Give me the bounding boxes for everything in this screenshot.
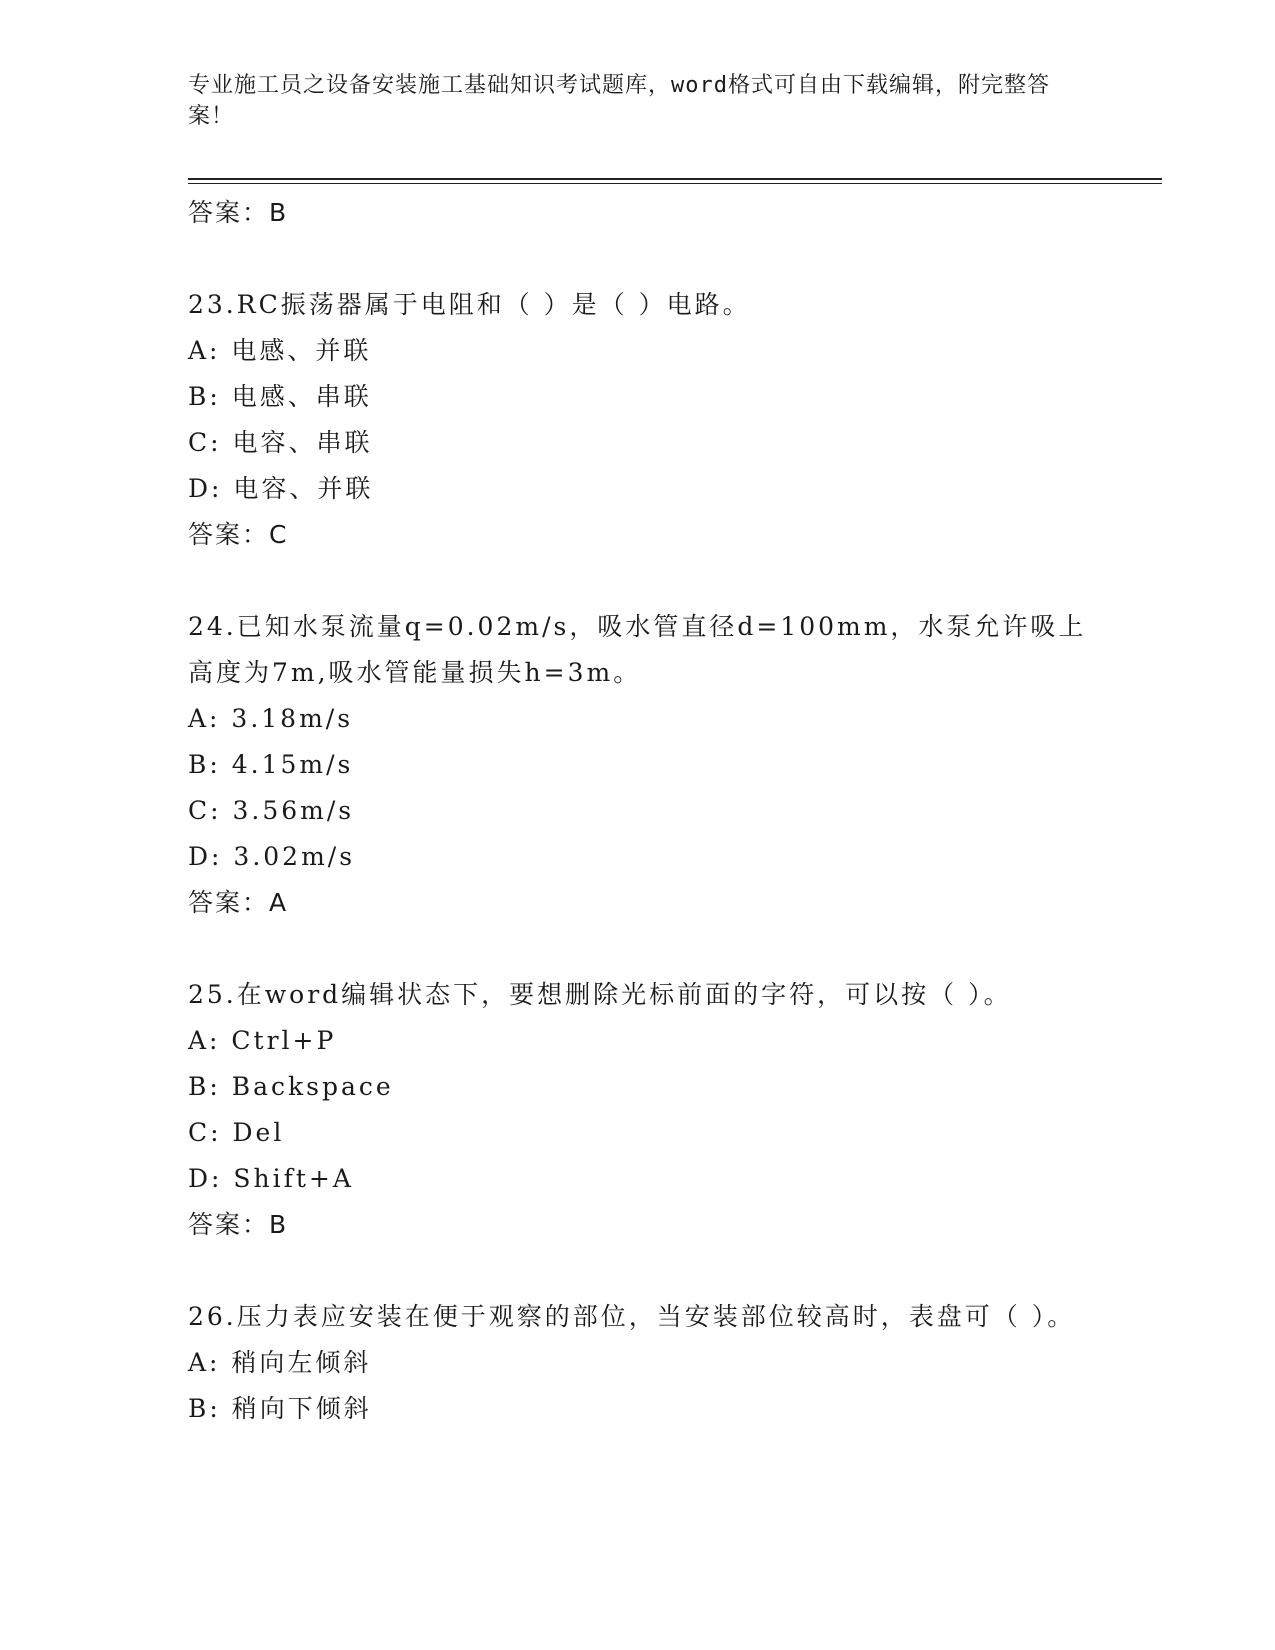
option-b: B: Backspace xyxy=(188,1072,394,1101)
option-b: B: 电感、串联 xyxy=(188,382,372,411)
option-c: C: 电容、串联 xyxy=(188,428,373,457)
option-a: A: 3.18m/s xyxy=(188,704,354,733)
question-text: 26.压力表应安装在便于观察的部位，当安装部位较高时，表盘可（ ）。 xyxy=(188,1302,1076,1331)
option-d: D: Shift+A xyxy=(188,1164,354,1193)
option-d: D: 电容、并联 xyxy=(188,474,374,503)
page-header: 专业施工员之设备安装施工基础知识考试题库，word格式可自由下载编辑，附完整答案！ xyxy=(188,73,1050,129)
option-c: C: 3.56m/s xyxy=(188,796,355,825)
spacer xyxy=(188,236,1108,282)
answer-22: 答案：B xyxy=(188,198,289,227)
spacer xyxy=(188,926,1108,972)
option-d: D: 3.02m/s xyxy=(188,842,356,871)
header-rule xyxy=(188,178,1162,180)
spacer xyxy=(188,1248,1108,1294)
option-a: A: 稍向左倾斜 xyxy=(188,1348,372,1377)
option-b: B: 4.15m/s xyxy=(188,750,354,779)
option-c: C: Del xyxy=(188,1118,285,1147)
question-26 xyxy=(188,1294,1108,1432)
question-text: 24.已知水泵流量q=0.02m/s，吸水管直径d=100mm，水泵允许吸上高度为7m,吸水管能量损失h=3m。 xyxy=(188,612,1087,687)
question-23 xyxy=(188,282,1108,558)
answer: 答案：A xyxy=(188,888,289,917)
header-rule-thin xyxy=(188,183,1162,184)
answer: 答案：B xyxy=(188,1210,289,1239)
question-text: 23.RC振荡器属于电阻和（ ）是（ ）电路。 xyxy=(188,290,751,319)
option-b: B: 稍向下倾斜 xyxy=(188,1394,372,1423)
question-text: 25.在word编辑状态下，要想删除光标前面的字符，可以按（ ）。 xyxy=(188,980,1012,1009)
answer: 答案：C xyxy=(188,520,289,549)
option-a: A: 电感、并联 xyxy=(188,336,372,365)
spacer xyxy=(188,558,1108,604)
question-24 xyxy=(188,604,1108,926)
option-a: A: Ctrl+P xyxy=(188,1026,337,1055)
question-list xyxy=(188,190,1108,1432)
question-25 xyxy=(188,972,1108,1248)
